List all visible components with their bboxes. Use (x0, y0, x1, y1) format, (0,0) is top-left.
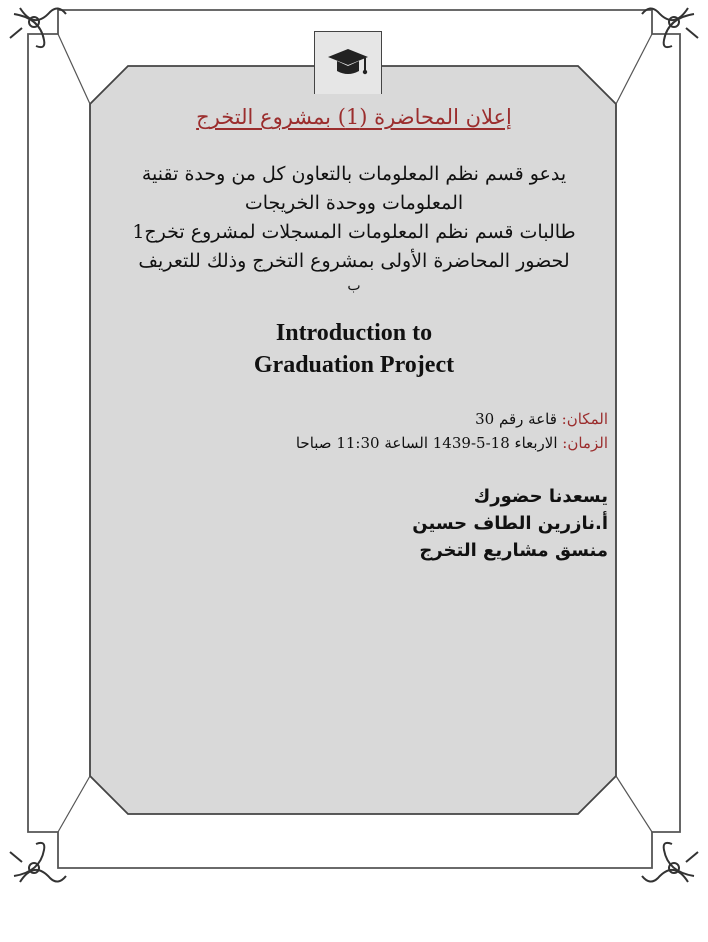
time-label: الزمان: (562, 434, 608, 452)
place-value: قاعة رقم 30 (475, 410, 562, 428)
signature-line: أ.نازرين الطاف حسين (412, 513, 608, 534)
body-line: المعلومات ووحدة الخريجات (244, 192, 464, 214)
place-row (296, 407, 608, 431)
event-details (296, 407, 608, 455)
graduation-cap-icon (325, 45, 371, 81)
body-line: لحضور المحاضرة الأولى بمشروع التخرج وذلك للتعريف (138, 250, 570, 272)
signature-block (412, 483, 608, 564)
place-label: المكان: (561, 410, 608, 428)
english-title-line: Introduction to (275, 320, 433, 346)
signature-line: يسعدنا حضورك (473, 486, 608, 507)
time-value: الاربعاء 18-5-1439 الساعة 11:30 صباحا (295, 434, 563, 452)
english-title-line: Graduation Project (253, 352, 455, 378)
graduation-cap-badge (314, 31, 382, 94)
body-line: يدعو قسم نظم المعلومات بالتعاون كل من وحدة تقنية (141, 163, 567, 185)
announcement-title: إعلان المحاضرة (1) بمشروع التخرج (196, 105, 512, 129)
english-title (92, 317, 616, 381)
time-row (296, 431, 608, 455)
body-line: طالبات قسم نظم المعلومات المسجلات لمشروع تخرج1 (132, 221, 576, 243)
signature-line: منسق مشاريع التخرج (419, 540, 608, 561)
announcement-body (92, 160, 616, 296)
body-line: ب (347, 278, 361, 294)
